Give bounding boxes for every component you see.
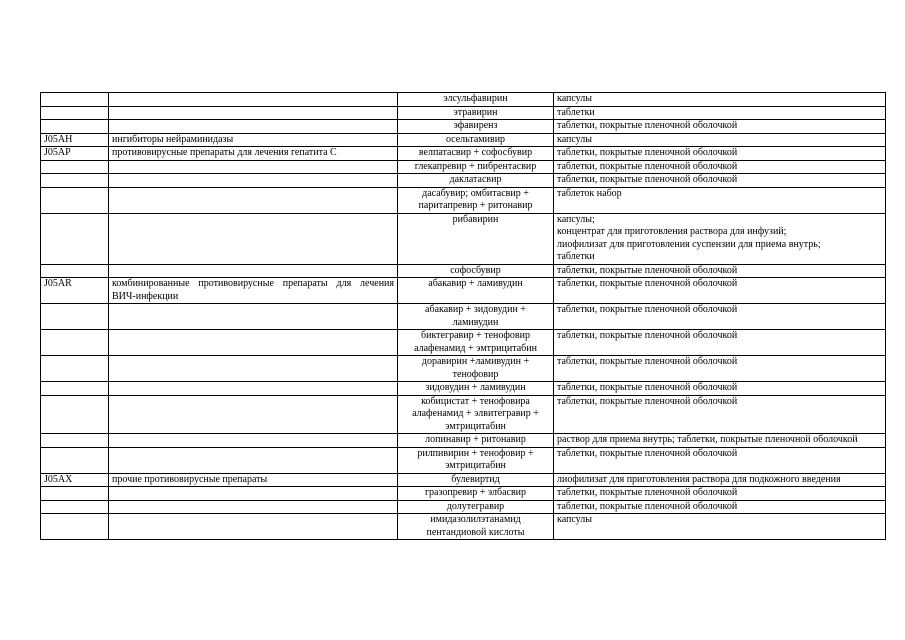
- dosage-form-cell: таблетки, покрытые пленочной оболочкой: [554, 395, 886, 434]
- table-row: [41, 473, 886, 487]
- drug-name-cell: биктегравир + тенофовир алафенамид + эмтрицитабин: [398, 330, 554, 356]
- dosage-form-line: таблетки: [557, 251, 595, 262]
- table-row: [41, 264, 886, 278]
- atc-code-cell: [41, 174, 109, 188]
- group-name-cell: [109, 174, 398, 188]
- dosage-form-cell: капсулы: [554, 133, 886, 147]
- group-name-cell: [109, 487, 398, 501]
- drug-name-cell: софосбувир: [398, 264, 554, 278]
- dosage-form-cell: лиофилизат для приготовления раствора для подкожного введения: [554, 473, 886, 487]
- table-row: [41, 133, 886, 147]
- atc-code-cell: [41, 382, 109, 396]
- drug-name-cell: рибавирин: [398, 213, 554, 264]
- table-row: [41, 106, 886, 120]
- dosage-form-cell: таблетки, покрытые пленочной оболочкой: [554, 278, 886, 304]
- table-row: [41, 304, 886, 330]
- table-row: [41, 356, 886, 382]
- drug-name-cell: дасабувир; омбитасвир + паритапревир + ритонавир: [398, 187, 554, 213]
- group-name-cell: [109, 264, 398, 278]
- dosage-form-cell: раствор для приема внутрь; таблетки, покрытые пленочной оболочкой: [554, 434, 886, 448]
- atc-code-cell: [41, 264, 109, 278]
- dosage-form-cell: таблетки, покрытые пленочной оболочкой: [554, 500, 886, 514]
- atc-code-cell: [41, 487, 109, 501]
- drug-name-cell: абакавир + зидовудин + ламивудин: [398, 304, 554, 330]
- table-row: [41, 120, 886, 134]
- table-row: [41, 93, 886, 107]
- group-name-cell: [109, 395, 398, 434]
- group-name-cell: [109, 106, 398, 120]
- atc-code-cell: [41, 434, 109, 448]
- table-row: [41, 500, 886, 514]
- atc-code-cell: [41, 187, 109, 213]
- atc-code-cell: [41, 106, 109, 120]
- group-name-cell: противовирусные препараты для лечения гепатита С: [109, 147, 398, 161]
- table-row: [41, 434, 886, 448]
- dosage-form-cell: таблетки, покрытые пленочной оболочкой: [554, 447, 886, 473]
- drug-name-cell: глекапревир + пибрентасвир: [398, 160, 554, 174]
- atc-code-cell: [41, 330, 109, 356]
- group-name-cell: [109, 330, 398, 356]
- dosage-form-cell: таблетки, покрытые пленочной оболочкой: [554, 382, 886, 396]
- dosage-form-cell: таблетки, покрытые пленочной оболочкой: [554, 120, 886, 134]
- group-name-cell: ингибиторы нейраминидазы: [109, 133, 398, 147]
- drug-name-cell: долутегравир: [398, 500, 554, 514]
- group-name-cell: [109, 356, 398, 382]
- table-row: [41, 395, 886, 434]
- group-name-cell: [109, 447, 398, 473]
- table-row: [41, 187, 886, 213]
- group-name-cell: [109, 93, 398, 107]
- atc-code-cell: [41, 500, 109, 514]
- drug-name-cell: доравирин +ламивудин + тенофовир: [398, 356, 554, 382]
- group-name-cell: [109, 382, 398, 396]
- atc-code-cell: J05AP: [41, 147, 109, 161]
- atc-code-cell: [41, 213, 109, 264]
- dosage-form-cell: таблетки, покрытые пленочной оболочкой: [554, 356, 886, 382]
- drug-name-cell: велпатасвир + софосбувир: [398, 147, 554, 161]
- dosage-form-cell: таблетки, покрытые пленочной оболочкой: [554, 160, 886, 174]
- table-row: [41, 330, 886, 356]
- drug-name-cell: гразопревир + элбасвир: [398, 487, 554, 501]
- dosage-form-cell: [554, 213, 886, 264]
- drug-name-cell: булевиртид: [398, 473, 554, 487]
- atc-code-cell: [41, 447, 109, 473]
- dosage-form-line: капсулы;: [557, 213, 595, 225]
- group-name-cell: прочие противовирусные препараты: [109, 473, 398, 487]
- atc-code-cell: [41, 304, 109, 330]
- group-name-cell: [109, 514, 398, 540]
- drug-name-cell: элсульфавирин: [398, 93, 554, 107]
- dosage-form-cell: таблетки, покрытые пленочной оболочкой: [554, 264, 886, 278]
- drug-name-cell: эфавиренз: [398, 120, 554, 134]
- atc-code-cell: [41, 356, 109, 382]
- group-name-cell: [109, 434, 398, 448]
- group-name-cell: [109, 500, 398, 514]
- drug-name-cell: кобицистат + тенофовира алафенамид + элвитегравир + эмтрицитабин: [398, 395, 554, 434]
- drug-name-cell: лопинавир + ритонавир: [398, 434, 554, 448]
- drug-name-cell: имидазолилэтанамид пентандиовой кислоты: [398, 514, 554, 540]
- group-name-cell: [109, 213, 398, 264]
- drug-name-cell: зидовудин + ламивудин: [398, 382, 554, 396]
- dosage-form-cell: таблеток набор: [554, 187, 886, 213]
- atc-code-cell: J05AH: [41, 133, 109, 147]
- table-row: [41, 147, 886, 161]
- dosage-form-cell: таблетки: [554, 106, 886, 120]
- table-row: [41, 514, 886, 540]
- atc-code-cell: J05AR: [41, 278, 109, 304]
- table-row: [41, 278, 886, 304]
- atc-code-cell: [41, 93, 109, 107]
- drug-name-cell: даклатасвир: [398, 174, 554, 188]
- table-row: [41, 487, 886, 501]
- atc-code-cell: J05AX: [41, 473, 109, 487]
- dosage-form-cell: таблетки, покрытые пленочной оболочкой: [554, 330, 886, 356]
- table-row: [41, 160, 886, 174]
- dosage-form-cell: таблетки, покрытые пленочной оболочкой: [554, 487, 886, 501]
- drug-name-cell: рилпивирин + тенофовир + эмтрицитабин: [398, 447, 554, 473]
- drug-name-cell: этравирин: [398, 106, 554, 120]
- table-row: [41, 382, 886, 396]
- table-row: [41, 447, 886, 473]
- group-name-cell: [109, 187, 398, 213]
- group-name-cell: [109, 120, 398, 134]
- group-name-cell: комбинированные противовирусные препараты для лечения ВИЧ-инфекции: [109, 278, 398, 304]
- drug-table: [40, 92, 886, 540]
- group-name-cell: [109, 304, 398, 330]
- drug-name-cell: осельтамивир: [398, 133, 554, 147]
- atc-code-cell: [41, 120, 109, 134]
- table-row: [41, 174, 886, 188]
- dosage-form-cell: капсулы: [554, 514, 886, 540]
- group-name-cell: [109, 160, 398, 174]
- dosage-form-cell: таблетки, покрытые пленочной оболочкой: [554, 174, 886, 188]
- atc-code-cell: [41, 514, 109, 540]
- dosage-form-cell: таблетки, покрытые пленочной оболочкой: [554, 304, 886, 330]
- drug-name-cell: абакавир + ламивудин: [398, 278, 554, 304]
- atc-code-cell: [41, 395, 109, 434]
- dosage-form-line: концентрат для приготовления раствора для инфузий;: [557, 226, 787, 237]
- table-row: [41, 213, 886, 264]
- dosage-form-line: лиофилизат для приготовления суспензии для приема внутрь;: [557, 238, 821, 250]
- atc-code-cell: [41, 160, 109, 174]
- dosage-form-cell: таблетки, покрытые пленочной оболочкой: [554, 147, 886, 161]
- dosage-form-cell: капсулы: [554, 93, 886, 107]
